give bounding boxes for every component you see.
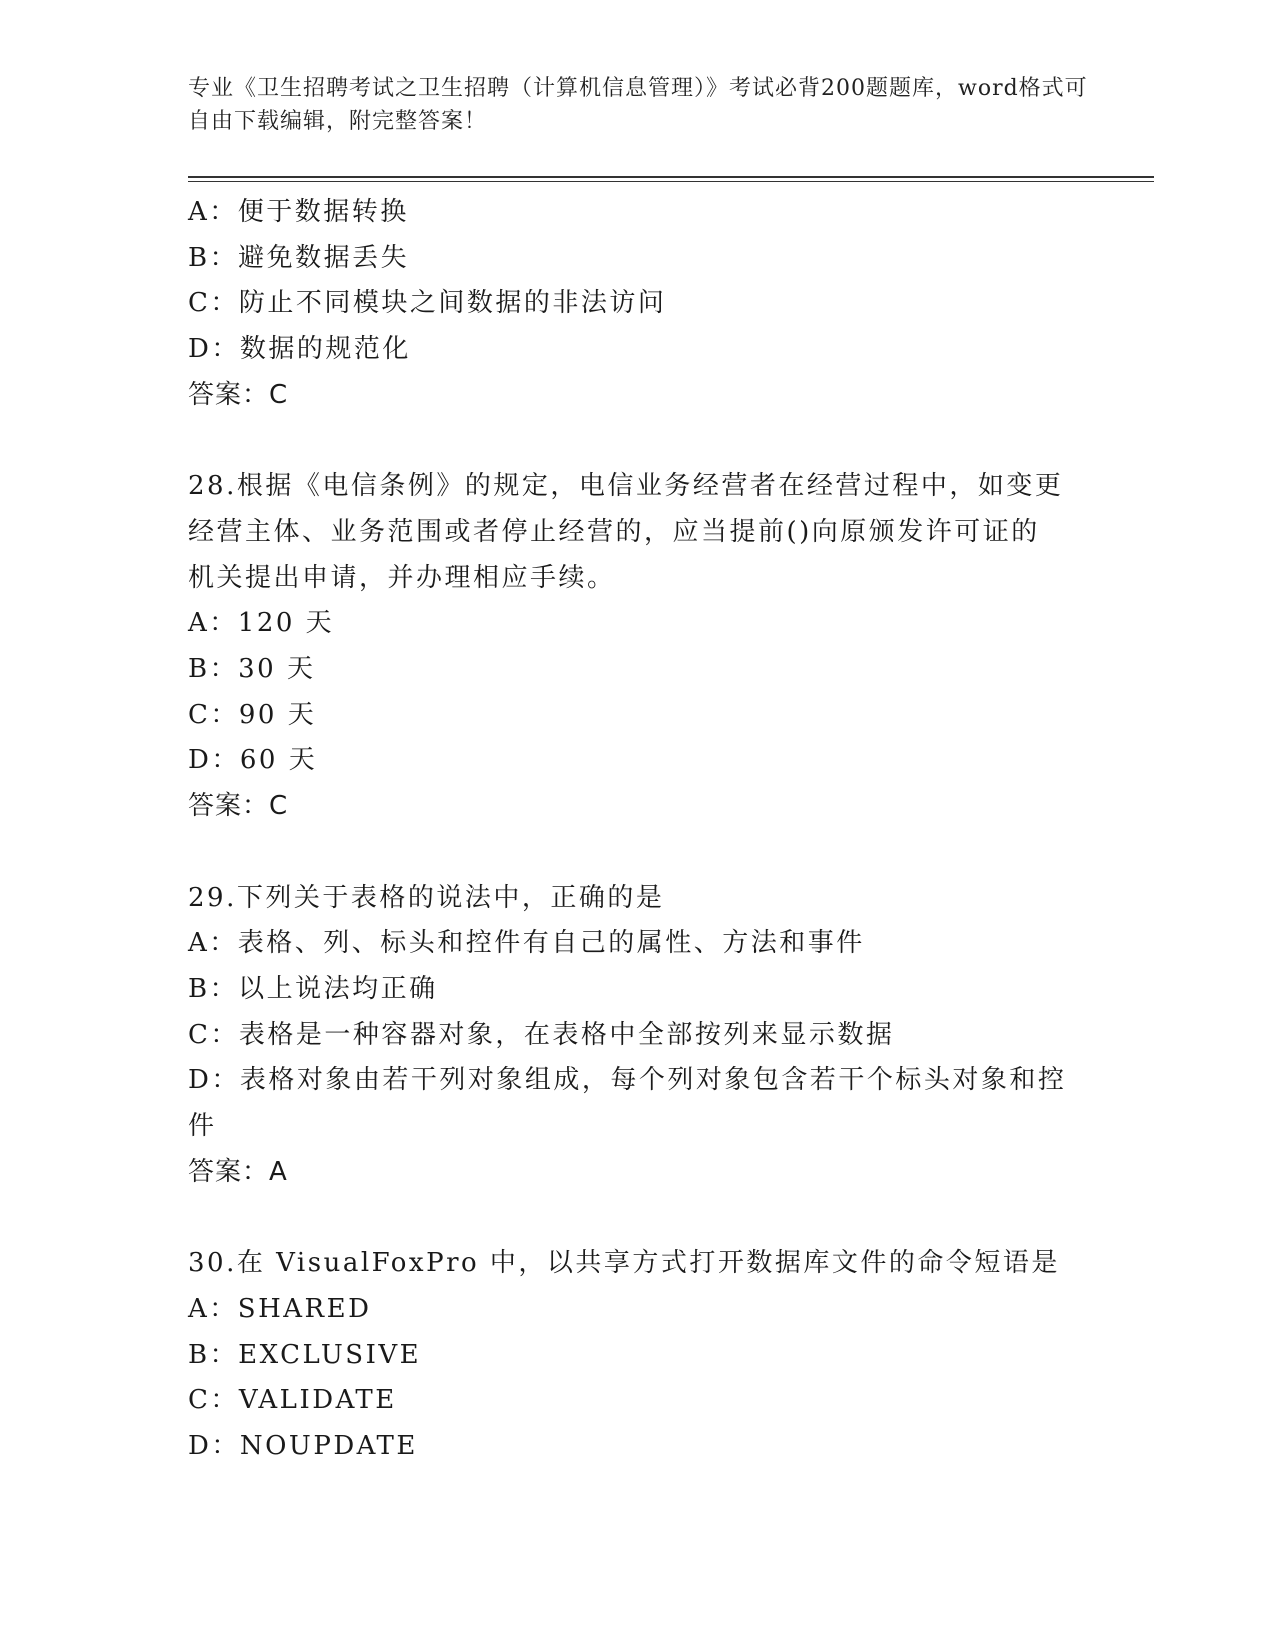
- q29-option-d-continued: 件: [188, 1111, 217, 1142]
- question-30: [188, 1241, 1088, 1470]
- q30-option-d: D：NOUPDATE: [188, 1430, 418, 1461]
- q27-option-a: A：便于数据转换: [188, 197, 409, 227]
- question-28: [188, 464, 1088, 830]
- document-body: [188, 190, 1088, 1470]
- q28-stem-line-1: 28.根据《电信条例》的规定，电信业务经营者在经营过程中，如变更: [188, 471, 1064, 502]
- header-rule-thick: [188, 176, 1154, 178]
- q28-option-d: D：60 天: [188, 745, 318, 776]
- q29-option-b: B：以上说法均正确: [188, 973, 438, 1004]
- spacer: [188, 1195, 1088, 1241]
- q27-option-c: C：防止不同模块之间数据的非法访问: [188, 288, 667, 319]
- question-27: [188, 190, 1088, 419]
- q27-option-d: D：数据的规范化: [188, 334, 411, 365]
- header-title: 专业《卫生招聘考试之卫生招聘（计算机信息管理）》考试必背200题题库，word格式可自由下载编辑，附完整答案！: [188, 76, 1088, 134]
- q30-option-b: B：EXCLUSIVE: [188, 1339, 422, 1370]
- q28-option-c: C：90 天: [188, 699, 317, 730]
- spacer: [188, 419, 1088, 465]
- q29-answer: 答案：A: [188, 1156, 288, 1187]
- q29-option-d: D：表格对象由若干列对象组成，每个列对象包含若干个标头对象和控: [188, 1065, 1067, 1096]
- q27-answer: 答案：C: [188, 379, 289, 410]
- q28-option-b: B：30 天: [188, 654, 316, 685]
- q28-answer: 答案：C: [188, 791, 289, 822]
- q30-option-a: A：SHARED: [188, 1293, 372, 1324]
- document-header: [188, 72, 1088, 138]
- q28-option-a: A：120 天: [188, 608, 335, 639]
- question-29: [188, 876, 1088, 1196]
- q28-stem-line-2: 经营主体、业务范围或者停止经营的，应当提前()向原颁发许可证的: [188, 516, 1040, 547]
- q29-option-c: C：表格是一种容器对象，在表格中全部按列来显示数据: [188, 1019, 895, 1050]
- q30-option-c: C：VALIDATE: [188, 1385, 397, 1416]
- spacer: [188, 830, 1088, 876]
- header-rule-thin: [188, 181, 1154, 182]
- q30-stem-line-1: 30.在 VisualFoxPro 中，以共享方式打开数据库文件的命令短语是: [188, 1248, 1060, 1279]
- q29-stem-line-1: 29.下列关于表格的说法中，正确的是: [188, 882, 665, 913]
- q29-option-a: A：表格、列、标头和控件有自己的属性、方法和事件: [188, 928, 865, 959]
- q28-stem-line-3: 机关提出申请，并办理相应手续。: [188, 562, 616, 593]
- q27-option-b: B：避免数据丢失: [188, 242, 410, 273]
